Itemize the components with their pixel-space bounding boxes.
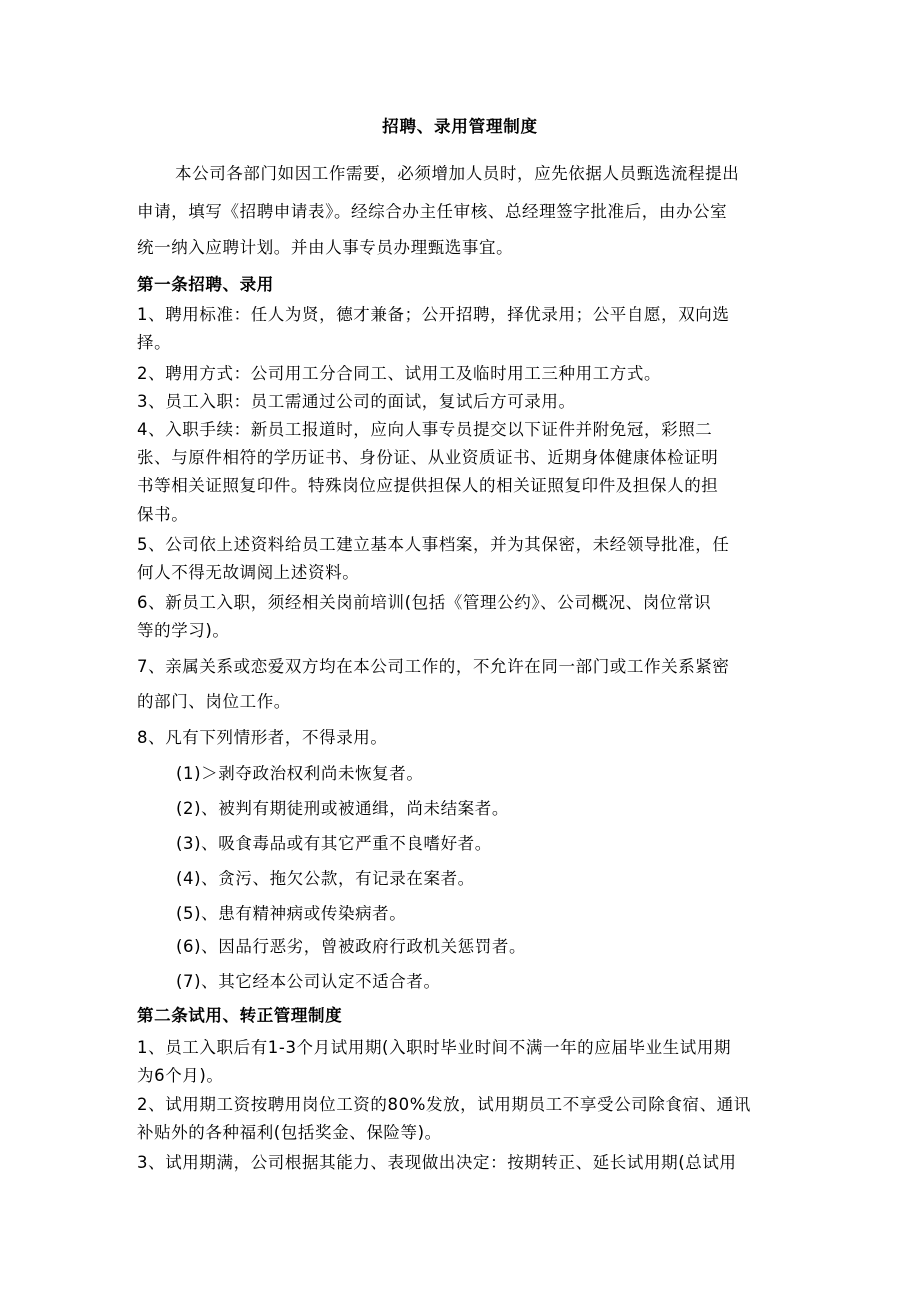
paragraph-line: 何人不得无故调阅上述资料。 [137,563,360,582]
paragraph-line: 2、试用期工资按聘用岗位工资的80%发放，试用期员工不享受公司除食宿、通讯 [137,1095,751,1114]
intro-line: 申请，填写《招聘申请表》。经综合办主任审核、总经理签字批准后，由办公室 [137,202,728,221]
list-item: (2)、被判有期徒刑或被通缉，尚未结案者。 [176,799,509,818]
paragraph-line: 补贴外的各种福利(包括奖金、保险等)。 [137,1123,442,1142]
intro-line: 本公司各部门如因工作需要，必须增加人员时，应先依据人员甄选流程提出 [175,164,740,183]
list-item: (1)＞剥夺政治权利尚未恢复者。 [176,764,424,783]
paragraph-line: 6、新员工入职，须经相关岗前培训(包括《管理公约》、公司概况、岗位常识 [137,593,712,612]
paragraph-line: 7、亲属关系或恋爱双方均在本公司工作的，不允许在同一部门或工作关系紧密 [137,657,730,676]
paragraph-line: 4、入职手续：新员工报道时，应向人事专员提交以下证件并附免冠，彩照二 [137,420,713,439]
section-heading: 第一条招聘、录用 [137,275,274,294]
paragraph-line: 等的学习)。 [137,621,230,640]
paragraph-line: 3、员工入职：员工需通过公司的面试，复试后方可录用。 [137,392,576,411]
document-title: 招聘、录用管理制度 [382,117,538,136]
intro-line: 统一纳入应聘计划。并由人事专员办理甄选事宜。 [137,238,514,257]
list-item: (6)、因品行恶劣，曾被政府行政机关惩罚者。 [176,937,527,956]
paragraph-line: 择。 [137,333,172,352]
paragraph-line: 书等相关证照复印件。特殊岗位应提供担保人的相关证照复印件及担保人的担 [137,476,719,495]
paragraph-line: 的部门、岗位工作。 [137,692,291,711]
paragraph-line: 张、与原件相符的学历证书、身份证、从业资质证书、近期身体健康体检证明 [137,448,719,467]
paragraph-line: 1、员工入职后有1-3个月试用期(入职时毕业时间不满一年的应届毕业生试用期 [137,1038,732,1057]
paragraph-line: 保书。 [137,505,189,524]
list-item: (4)、贪污、拖欠公款，有记录在案者。 [176,869,475,888]
section-heading: 第二条试用、转正管理制度 [137,1006,343,1025]
list-item: (7)、其它经本公司认定不适合者。 [176,972,441,991]
list-item: (3)、吸食毒品或有其它严重不良嗜好者。 [176,834,492,853]
paragraph-line: 8、凡有下列情形者，不得录用。 [137,728,388,747]
paragraph-line: 1、聘用标准：任人为贤，德才兼备；公开招聘，择优录用；公平自愿，双向选 [137,305,730,324]
paragraph-line: 3、试用期满，公司根据其能力、表现做出决定：按期转正、延长试用期(总试用 [137,1153,737,1172]
paragraph-line: 为6个月)。 [137,1066,224,1085]
list-item: (5)、患有精神病或传染病者。 [176,904,407,923]
paragraph-line: 2、聘用方式：公司用工分合同工、试用工及临时用工三种用工方式。 [137,364,662,383]
paragraph-line: 5、公司依上述资料给员工建立基本人事档案，并为其保密，未经领导批准，任 [137,535,730,554]
